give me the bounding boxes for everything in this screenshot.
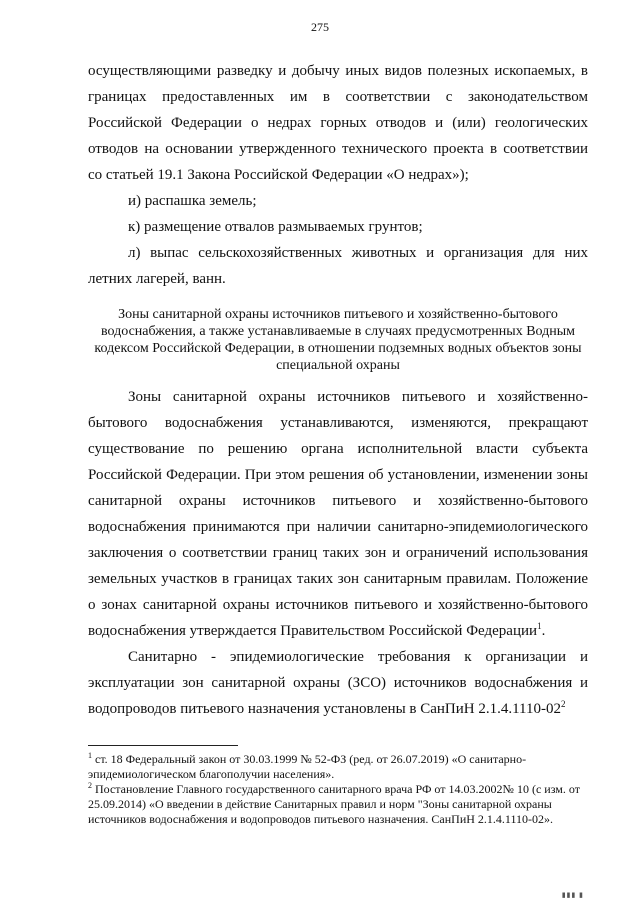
footnote-separator bbox=[88, 745, 238, 746]
paragraph-sanpin bbox=[88, 644, 588, 722]
footnote-ref-2[interactable]: 2 bbox=[561, 699, 566, 709]
paragraph-continuation: осуществляющими разведку и добычу иных видов полезных ископаемых, в границах предоставленных им в соответствии с законодательством Российской Федерации о недрах горных отводов и (или) геологических отводов на основании утвержденного технического проекта в соответствии со статьей 19.1 Закона Российской Федерации «О недрах»); bbox=[88, 63, 588, 183]
footnote-2 bbox=[88, 782, 588, 827]
footnote-2-text: Постановление Главного государственного санитарного врача РФ от 14.03.2002№ 10 (с изм. от 25.09.2014) «О введении в действие Санитарных правил и норм "Зоны санитарной охраны источников водоснабжения и водопроводов питьевого назначения. СанПиН 2.1.4.1110-02». bbox=[88, 782, 580, 826]
section-heading: Зоны санитарной охраны источников питьевого и хозяйственно-бытового водоснабжения, а также устанавливаемые в случаях предусмотренных Водным кодексом Российской Федерации, в отношении подземных водных объектов зоны специальной охраны bbox=[94, 307, 582, 373]
scan-corner-mark: ▮▮▮ ▮ bbox=[561, 891, 584, 899]
paragraph-zones-text: Зоны санитарной охраны источников питьевого и хозяйственно-бытового водоснабжения устанавливаются, изменяются, прекращают существование по решению органа исполнительной власти субъекта Российской Федерации. При этом решения об установлении, изменении зоны санитарной охраны источников питьевого и хозяйственно-бытового водоснабжения принимаются при наличии санитарно-эпидемиологического заключения о соответствии границ таких зон и ограничений использования земельных участков в границах таких зон санитарным правилам. Положение о зонах санитарной охраны источников питьевого и хозяйственно-бытового водоснабжения утверждается Правительством Российской Федерации bbox=[88, 389, 588, 639]
footnote-1-text: ст. 18 Федеральный закон от 30.03.1999 № 52-ФЗ (ред. от 26.07.2019) «О санитарно-эпидемиологическом благополучии населения». bbox=[88, 752, 527, 781]
paragraph-zones bbox=[88, 384, 588, 644]
paragraph-sanpin-text: Санитарно - эпидемиологические требования к организации и эксплуатации зон санитарной охраны (ЗСО) источников водоснабжения и водопроводов питьевого назначения установлены в СанПиН 2.1.4.1110-02 bbox=[88, 649, 588, 717]
footnote-mark-2: 2 bbox=[88, 781, 92, 790]
list-item-k: к) размещение отвалов размываемых грунтов; bbox=[128, 219, 423, 235]
footnotes bbox=[88, 752, 588, 827]
body-block-main bbox=[88, 384, 588, 722]
list-item-i: и) распашка земель; bbox=[128, 193, 257, 209]
footnote-ref-1[interactable]: 1 bbox=[537, 621, 542, 631]
page-number: 275 bbox=[311, 20, 329, 34]
footnote-mark-1: 1 bbox=[88, 751, 92, 760]
body-block-top bbox=[88, 58, 588, 292]
paragraph-zones-end: . bbox=[541, 623, 546, 639]
footnote-1 bbox=[88, 752, 588, 782]
list-item-l: л) выпас сельскохозяйственных животных и организация для них летних лагерей, ванн. bbox=[88, 245, 588, 287]
